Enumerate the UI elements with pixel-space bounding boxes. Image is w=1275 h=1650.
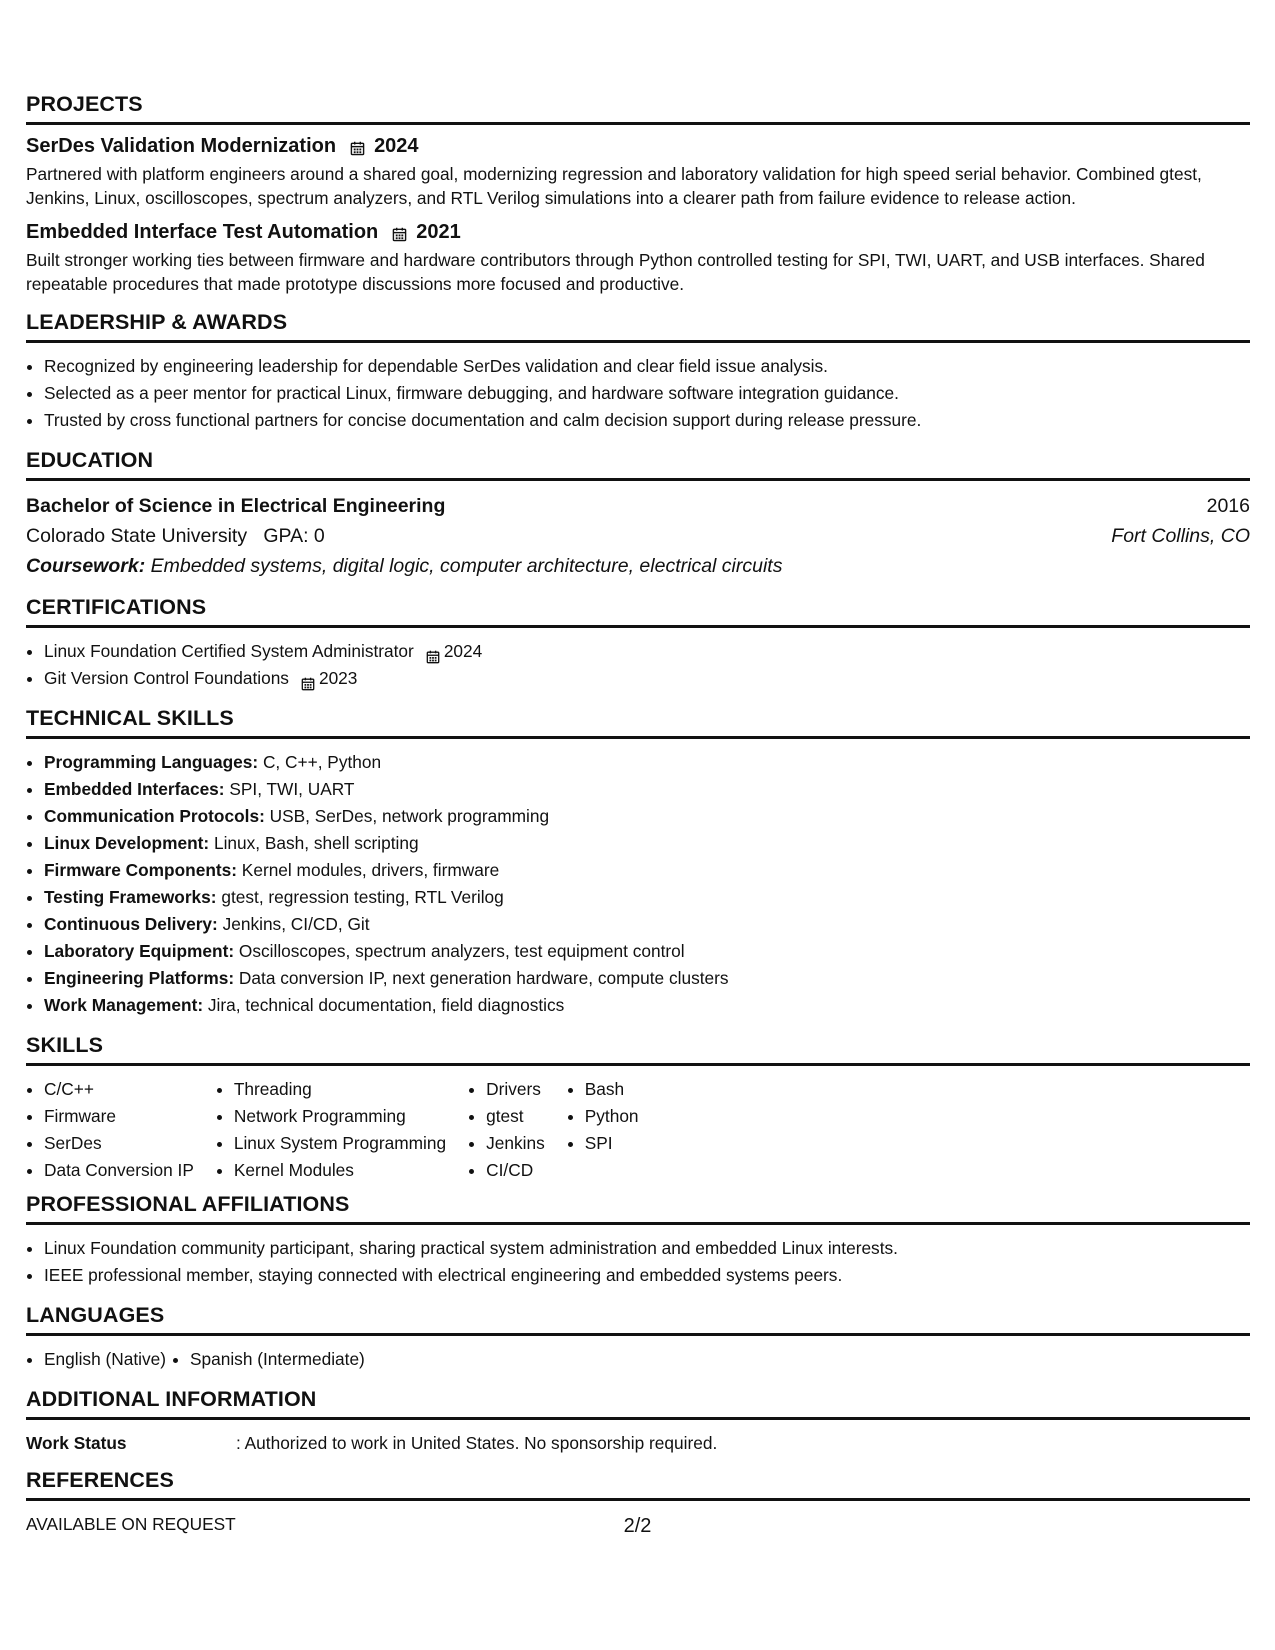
work-status-value: : Authorized to work in United States. No sponsorship required. [236, 1433, 718, 1453]
project-item [26, 221, 1250, 296]
project-date [392, 221, 461, 244]
calendar-icon [426, 645, 440, 659]
language-item: • English (Native) [44, 1346, 166, 1373]
section-title-languages: LANGUAGES [26, 1303, 1250, 1336]
education-school-row [26, 521, 1250, 551]
technical-skill-item [44, 884, 1250, 911]
skill-category: Work Management: [44, 995, 204, 1015]
affiliations-list [26, 1235, 1250, 1289]
skill-category: Programming Languages: [44, 752, 259, 772]
school-location: Fort Collins, CO [1111, 525, 1250, 547]
skill-category: Communication Protocols: [44, 806, 265, 826]
technical-skill-item [44, 938, 1250, 965]
affiliations-section [26, 1192, 1250, 1289]
skill-values: Data conversion IP, next generation hardware, compute clusters [234, 968, 729, 988]
section-title-education: EDUCATION [26, 448, 1250, 481]
coursework-list: Embedded systems, digital logic, computer architecture, electrical circuits [145, 555, 783, 577]
certification-name: • Linux Foundation Certified System Administrator [44, 641, 414, 661]
leadership-section [26, 310, 1250, 434]
skill-item: • Firmware [44, 1103, 194, 1130]
additional-section [26, 1387, 1250, 1456]
leadership-item: • Recognized by engineering leadership for dependable SerDes validation and clear field issue analysis. [44, 353, 1250, 380]
skill-values: gtest, regression testing, RTL Verilog [216, 887, 504, 907]
leadership-item: • Trusted by cross functional partners for concise documentation and calm decision support during release pressure. [44, 407, 1250, 434]
project-description: Built stronger working ties between firmware and hardware contributors through Python controlled testing for SPI, TWI, UART, and USB interfaces. Shared repeatable procedures that made prototype discussions more focused and productive. [26, 250, 1205, 294]
project-item [26, 135, 1250, 210]
certification-item [44, 665, 1250, 692]
skill-item: • Network Programming [234, 1103, 446, 1130]
affiliation-item: • Linux Foundation community participant, sharing practical system administration and embedded Linux interests. [44, 1235, 1250, 1262]
certifications-list [26, 638, 1250, 692]
projects-section [26, 92, 1250, 296]
skill-category: Testing Frameworks: [44, 887, 217, 907]
skill-item: • CI/CD [486, 1157, 545, 1184]
affiliation-item: • IEEE professional member, staying connected with electrical engineering and embedded systems peers. [44, 1262, 1250, 1289]
technical-skills-list [26, 749, 1250, 1019]
skill-item: • gtest [486, 1103, 545, 1130]
languages-list [26, 1346, 1250, 1373]
leadership-list [26, 353, 1250, 434]
skill-values: USB, SerDes, network programming [264, 806, 550, 826]
technical-skill-item [44, 992, 1250, 1019]
certification-year: 2023 [318, 668, 358, 688]
coursework [26, 551, 1250, 581]
technical-skill-item [44, 911, 1250, 938]
skills-column [26, 1076, 194, 1184]
project-date [350, 135, 419, 158]
skill-item: • Threading [234, 1076, 446, 1103]
skill-item: • Bash [585, 1076, 639, 1103]
section-title-projects: PROJECTS [26, 92, 1250, 125]
work-status-label: Work Status [26, 1433, 127, 1453]
skill-item: • Drivers [486, 1076, 545, 1103]
language-item: • Spanish (Intermediate) [190, 1346, 365, 1373]
skill-values: Oscilloscopes, spectrum analyzers, test equipment control [234, 941, 685, 961]
project-name: Embedded Interface Test Automation [26, 221, 379, 243]
skill-item: • Python [585, 1103, 639, 1130]
section-title-leadership: LEADERSHIP & AWARDS [26, 310, 1250, 343]
section-title-skills: SKILLS [26, 1033, 1250, 1066]
project-description: Partnered with platform engineers around a shared goal, modernizing regression and laboratory validation for high speed serial behavior. Combined gtest, Jenkins, Linux, oscilloscopes, spectrum analyzers, and RTL Verilog simulations into a clearer path from failure evidence to release action. [26, 164, 1202, 208]
project-name: SerDes Validation Modernization [26, 135, 337, 157]
skill-values: Kernel modules, drivers, firmware [237, 860, 500, 880]
skill-item: • SPI [585, 1130, 639, 1157]
section-title-references: REFERENCES [26, 1468, 1250, 1501]
calendar-icon [301, 672, 315, 686]
technical-skill-item [44, 830, 1250, 857]
leadership-item: • Selected as a peer mentor for practical Linux, firmware debugging, and hardware software integration guidance. [44, 380, 1250, 407]
coursework-label: Coursework: [26, 555, 146, 577]
skill-values: Linux, Bash, shell scripting [209, 833, 419, 853]
skills-grid [26, 1076, 1250, 1184]
section-title-affiliations: PROFESSIONAL AFFILIATIONS [26, 1192, 1250, 1225]
skill-values: C, C++, Python [258, 752, 382, 772]
skill-item: • C/C++ [44, 1076, 194, 1103]
section-title-technical-skills: TECHNICAL SKILLS [26, 706, 1250, 739]
skill-item: • Data Conversion IP [44, 1157, 194, 1184]
project-title-row [26, 221, 1250, 244]
skill-category: Laboratory Equipment: [44, 941, 235, 961]
projects-list [26, 135, 1250, 296]
certification-year: 2024 [443, 641, 483, 661]
skill-category: Linux Development: [44, 833, 210, 853]
skill-item: • Jenkins [486, 1130, 545, 1157]
skill-values: Jenkins, CI/CD, Git [217, 914, 370, 934]
skill-item: • Kernel Modules [234, 1157, 446, 1184]
education-degree-row [26, 491, 1250, 521]
certifications-section [26, 595, 1250, 692]
certification-name: • Git Version Control Foundations [44, 668, 289, 688]
section-title-certifications: CERTIFICATIONS [26, 595, 1250, 628]
skill-category: Engineering Platforms: [44, 968, 235, 988]
skill-item: • SerDes [44, 1130, 194, 1157]
certification-item [44, 638, 1250, 665]
project-year: 2021 [416, 221, 461, 243]
section-title-additional: ADDITIONAL INFORMATION [26, 1387, 1250, 1420]
technical-skill-item [44, 776, 1250, 803]
technical-skill-item [44, 965, 1250, 992]
skill-values: SPI, TWI, UART [224, 779, 355, 799]
skills-column [216, 1076, 446, 1184]
skill-item: • Linux System Programming [234, 1130, 446, 1157]
work-status-row [26, 1430, 1250, 1456]
resume-page [26, 92, 1250, 1537]
references-text: AVAILABLE ON REQUEST [26, 1514, 236, 1534]
calendar-icon [350, 139, 365, 154]
skills-section [26, 1033, 1250, 1184]
skill-values: Jira, technical documentation, field diagnostics [203, 995, 565, 1015]
calendar-icon [392, 225, 407, 240]
skill-category: Continuous Delivery: [44, 914, 218, 934]
project-year: 2024 [374, 135, 419, 157]
skill-category: Embedded Interfaces: [44, 779, 225, 799]
education-section [26, 448, 1250, 581]
page-number: 2/2 [623, 1515, 652, 1537]
languages-section [26, 1303, 1250, 1373]
technical-skill-item [44, 803, 1250, 830]
degree: Bachelor of Science in Electrical Engineering [26, 495, 446, 517]
technical-skills-section [26, 706, 1250, 1019]
skills-column [468, 1076, 545, 1184]
skills-column [567, 1076, 639, 1184]
skill-category: Firmware Components: [44, 860, 237, 880]
school-gpa: Colorado State University GPA: 0 [26, 525, 325, 547]
technical-skill-item [44, 857, 1250, 884]
technical-skill-item [44, 749, 1250, 776]
project-title-row [26, 135, 1250, 158]
graduation-year: 2016 [1206, 495, 1250, 517]
